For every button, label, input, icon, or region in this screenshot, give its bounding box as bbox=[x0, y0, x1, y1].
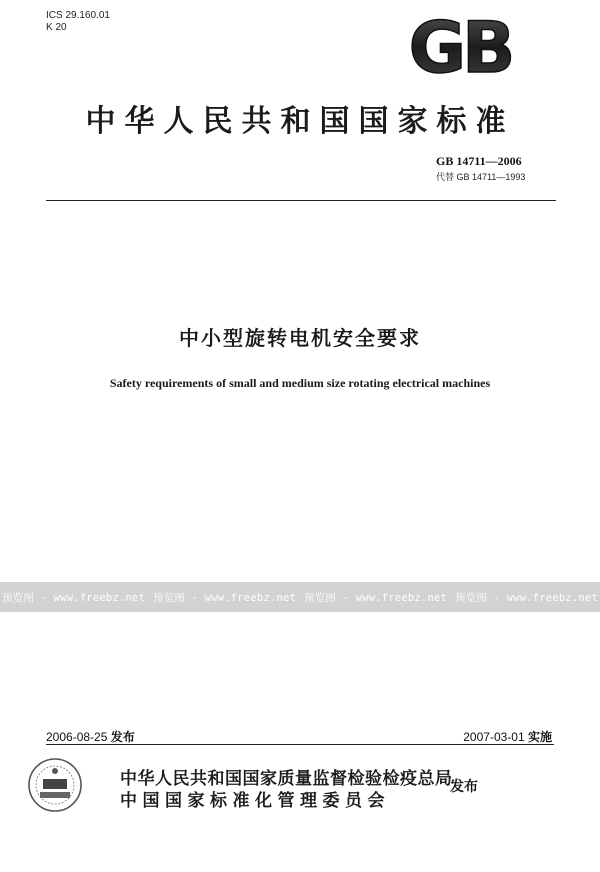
publish-date-value: 2006-08-25 bbox=[46, 730, 108, 744]
effective-date bbox=[463, 728, 552, 745]
ics-code: ICS 29.160.01 bbox=[46, 10, 110, 21]
publish-date-label: 发布 bbox=[110, 730, 135, 744]
watermark-text: 预览图 - www.freebz.net bbox=[153, 591, 296, 604]
document-title-zh: 中小型旋转电机安全要求 bbox=[179, 326, 421, 350]
issuer-aqsiq: 中华人民共和国国家质量监督检验检疫总局 bbox=[120, 769, 453, 789]
main-title: 中华人民共和国国家标准 bbox=[85, 104, 515, 139]
replaces-standard: 代替 GB 14711—1993 bbox=[436, 172, 526, 182]
document-title-en: Safety requirements of small and medium size rotating electrical machines bbox=[109, 376, 491, 390]
issuer-sac: 中国国家标准化管理委员会 bbox=[120, 791, 390, 811]
watermark-text: 预览图 - www.freebz.net bbox=[2, 591, 145, 604]
publish-date bbox=[46, 728, 135, 745]
gb-logo bbox=[398, 14, 522, 80]
issue-label: 发布 bbox=[450, 779, 478, 795]
watermark-text: 预览图 - www.freebz.net bbox=[304, 591, 447, 604]
gb-logo-text: GB bbox=[408, 14, 512, 80]
effective-date-value: 2007-03-01 bbox=[463, 730, 525, 744]
watermark-text: 预览图 - www.freebz.net bbox=[455, 591, 598, 604]
watermark-band bbox=[0, 582, 600, 612]
header-divider bbox=[46, 200, 556, 201]
footer-divider bbox=[46, 744, 554, 745]
ccs-code: K 20 bbox=[46, 22, 67, 33]
standard-number: GB 14711—2006 bbox=[436, 154, 522, 168]
seal-icon bbox=[26, 756, 84, 814]
effective-date-label: 实施 bbox=[527, 730, 552, 744]
